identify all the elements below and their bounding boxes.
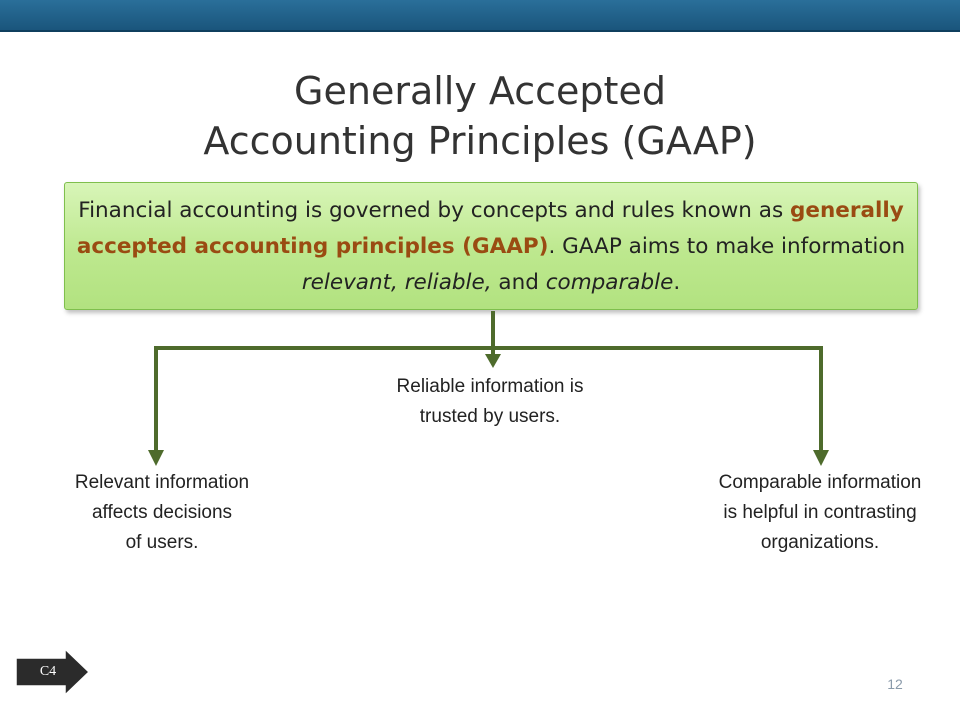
relevant-note: [12, 468, 312, 558]
reliable-term: reliable,: [404, 270, 492, 295]
gaap-highlight: generally accepted accounting principles (GAAP): [76, 198, 904, 259]
relevant-term: relevant,: [301, 270, 398, 295]
comparable-note: [670, 468, 960, 558]
reliable-note: [330, 372, 650, 432]
right-arrowhead: [813, 450, 829, 466]
title-line-1: Generally Accepted: [294, 69, 666, 113]
reliable-note-line1: Reliable information is: [396, 376, 584, 397]
relevant-note-line3: of users.: [125, 532, 199, 553]
comparable-term: comparable: [545, 270, 674, 295]
center-arrowhead: [485, 354, 501, 368]
learning-objective-label: C4: [39, 664, 57, 679]
left-arrowhead: [148, 450, 164, 466]
relevant-note-line1: Relevant information: [74, 472, 250, 493]
definition-text-part2: . GAAP aims to make information: [548, 234, 906, 259]
title-line-2: Accounting Principles (GAAP): [203, 119, 757, 163]
definition-text-part1: Financial accounting is governed by concepts and rules known as: [78, 198, 790, 223]
relevant-note-line2: affects decisions: [91, 502, 233, 523]
definition-end: .: [673, 270, 681, 295]
reliable-note-line2: trusted by users.: [419, 406, 561, 427]
comparable-note-line3: organizations.: [760, 532, 880, 553]
comparable-note-line1: Comparable information: [718, 472, 922, 493]
comparable-note-line2: is helpful in contrasting: [723, 502, 917, 523]
definition-and: and: [491, 270, 546, 295]
page-number: 12: [887, 676, 903, 692]
